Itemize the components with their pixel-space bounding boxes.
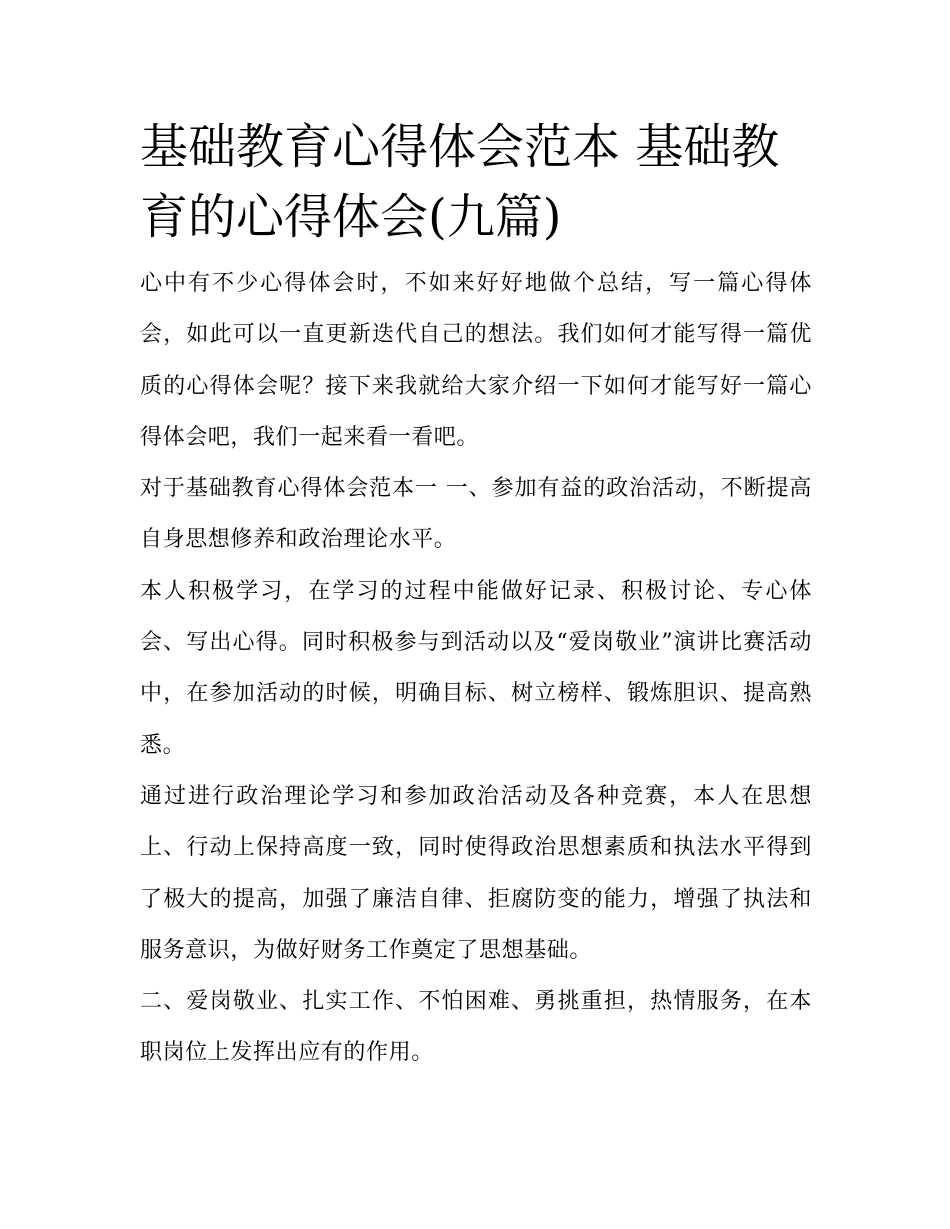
paragraph-section-two-heading: 二、爱岗敬业、扎实工作、不怕困难、勇挑重担，热情服务，在本职岗位上发挥出应有的作用。 — [140, 989, 812, 1066]
document-title: 基础教育心得体会范本 基础教育的心得体会(九篇) — [140, 119, 780, 245]
paragraph-section-one-heading: 对于基础教育心得体会范本一 一、参加有益的政治活动，不断提高自身思想修养和政治理论水平。 — [140, 476, 812, 553]
paragraph-study: 本人积极学习，在学习的过程中能做好记录、积极讨论、专心体会、写出心得。同时积极参与到活动以及“爱岗敬业”演讲比赛活动中，在参加活动的时候，明确目标、树立榜样、锻炼胆识、提高熟悉。 — [140, 578, 812, 758]
document-content — [140, 112, 812, 1079]
paragraph-political-theory: 通过进行政治理论学习和参加政治活动及各种竞赛，本人在思想上、行动上保持高度一致，同时使得政治思想素质和执法水平得到了极大的提高，加强了廉洁自律、拒腐防变的能力，增强了执法和服务意识，为做好财务工作奠定了思想基础。 — [140, 783, 812, 963]
document-body — [140, 258, 812, 1079]
paragraph-intro: 心中有不少心得体会时，不如来好好地做个总结，写一篇心得体会，如此可以一直更新迭代自己的想法。我们如何才能写得一篇优质的心得体会呢？接下来我就给大家介绍一下如何才能写好一篇心得体会吧，我们一起来看一看吧。 — [140, 271, 812, 450]
